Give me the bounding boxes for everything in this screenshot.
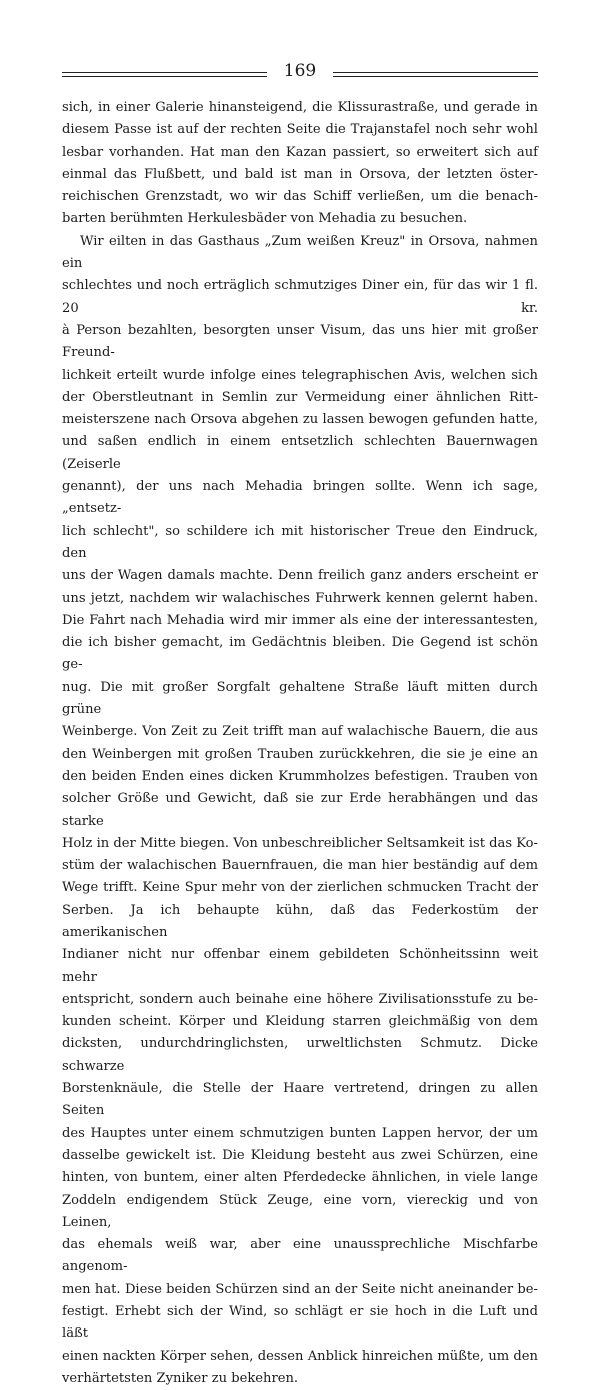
header-rule-right xyxy=(333,72,538,77)
text-line: die ich bisher gemacht, im Gedächtnis bleiben. Die Gegend ist schön ge- xyxy=(62,635,538,673)
text-line: Die Fahrt nach Mehadia wird mir immer als eine der interessantesten, xyxy=(62,612,538,628)
text-line: der Oberstleutnant in Semlin zur Vermeidung einer ähnlichen Ritt- xyxy=(62,389,538,405)
page-header xyxy=(62,58,538,88)
text-line: Zoddeln endigendem Stück Zeuge, eine vorn, viereckig und von Leinen, xyxy=(62,1192,538,1230)
paragraph-1 xyxy=(62,97,538,231)
text-line: entspricht, sondern auch beinahe eine höhere Zivilisationsstufe zu be- xyxy=(62,991,538,1007)
text-line: sich, in einer Galerie hinansteigend, die Klissurastraße, und gerade in xyxy=(62,100,538,115)
text-line: des Hauptes unter einem schmutzigen bunten Lappen hervor, der um xyxy=(62,1125,538,1141)
text-line: Weinberge. Von Zeit zu Zeit trifft man auf walachische Bauern, die aus xyxy=(62,724,538,740)
text-line: Indianer nicht nur offenbar einem gebildeten Schönheitssinn weit mehr xyxy=(62,947,538,985)
text-line: lesbar vorhanden. Hat man den Kazan passiert, so erweitert sich auf xyxy=(62,144,538,160)
text-line: schlechtes und noch erträglich schmutziges Diner ein, für das wir 1 fl. 20 kr. xyxy=(62,278,538,316)
text-line: solcher Größe und Gewicht, daß sie zur Erde herabhängen und das starke xyxy=(62,791,538,829)
text-line: einen nackten Körper sehen, dessen Anblick hinreichen müßte, um den xyxy=(62,1348,538,1364)
text-line: den beiden Enden eines dicken Krummholzes befestigen. Trauben von xyxy=(62,768,538,784)
text-line: dicksten, undurchdringlichsten, urweltlichsten Schmutz. Dicke schwarze xyxy=(62,1036,538,1074)
text-line: den Weinbergen mit großen Trauben zurückkehren, die sie je eine an xyxy=(62,746,538,762)
text-line: hinten, von buntem, einer alten Pferdedecke ähnlichen, in viele lange xyxy=(62,1170,538,1186)
text-line: meisterszene nach Orsova abgehen zu lassen bewogen gefunden hatte, xyxy=(62,412,538,428)
paragraph-2 xyxy=(62,231,538,1390)
text-line: das ehemals weiß war, aber eine unaussprechliche Mischfarbe angenom- xyxy=(62,1237,538,1275)
text-line: Holz in der Mitte biegen. Von unbeschreiblicher Seltsamkeit ist das Ko- xyxy=(62,835,538,851)
text-line: kunden scheint. Körper und Kleidung starren gleichmäßig von dem xyxy=(62,1014,538,1030)
text-line: lich schlecht", so schildere ich mit historischer Treue den Eindruck, den xyxy=(62,523,538,561)
text-line: Wege trifft. Keine Spur mehr von der zierlichen schmucken Tracht der xyxy=(62,880,538,896)
text-line: dasselbe gewickelt ist. Die Kleidung besteht aus zwei Schürzen, eine xyxy=(62,1147,538,1163)
text-line: nug. Die mit großer Sorgfalt gehaltene Straße läuft mitten durch grüne xyxy=(62,679,538,718)
text-line: Wir eilten in das Gasthaus „Zum weißen Kreuz" in Orsova, nahmen ein xyxy=(62,233,538,272)
text-line: stüm der walachischen Bauernfrauen, die man hier beständig auf dem xyxy=(62,858,538,874)
text-line: festigt. Erhebt sich der Wind, so schlägt er sie hoch in die Luft und läßt xyxy=(62,1304,538,1342)
text-line: Serben. Ja ich behaupte kühn, daß das Federkostüm der amerikanischen xyxy=(62,902,538,940)
text-line: Borstenknäule, die Stelle der Haare vertretend, dringen zu allen Seiten xyxy=(62,1081,538,1119)
text-line: uns jetzt, nachdem wir walachisches Fuhrwerk kennen gelernt haben. xyxy=(62,590,538,606)
text-line: genannt), der uns nach Mehadia bringen sollte. Wenn ich sage, „entsetz- xyxy=(62,479,538,517)
text-line: lichkeit erteilt wurde infolge eines telegraphischen Avis, welchen sich xyxy=(62,367,538,383)
text-line: barten berühmten Herkulesbäder von Mehadia zu besuchen. xyxy=(62,211,468,227)
text-line: verhärtetsten Zyniker zu bekehren. xyxy=(62,1370,299,1386)
text-line: men hat. Diese beiden Schürzen sind an der Seite nicht aneinander be- xyxy=(62,1281,538,1297)
text-line: und saßen endlich in einem entsetzlich schlechten Bauernwagen (Zeiserle xyxy=(62,434,538,472)
text-line: uns der Wagen damals machte. Denn freilich ganz anders erscheint er xyxy=(62,568,538,584)
page-number: 169 xyxy=(283,61,317,81)
body-text xyxy=(62,97,538,1390)
text-line: diesem Passe ist auf der rechten Seite die Trajanstafel noch sehr wohl xyxy=(62,122,538,138)
text-line: à Person bezahlten, besorgten unser Visum, das uns hier mit großer Freund- xyxy=(62,322,538,361)
text-line: einmal das Flußbett, und bald ist man in Orsova, der letzten öster- xyxy=(62,166,538,182)
text-line: reichischen Grenzstadt, wo wir das Schiff verließen, um die benach- xyxy=(62,189,538,205)
